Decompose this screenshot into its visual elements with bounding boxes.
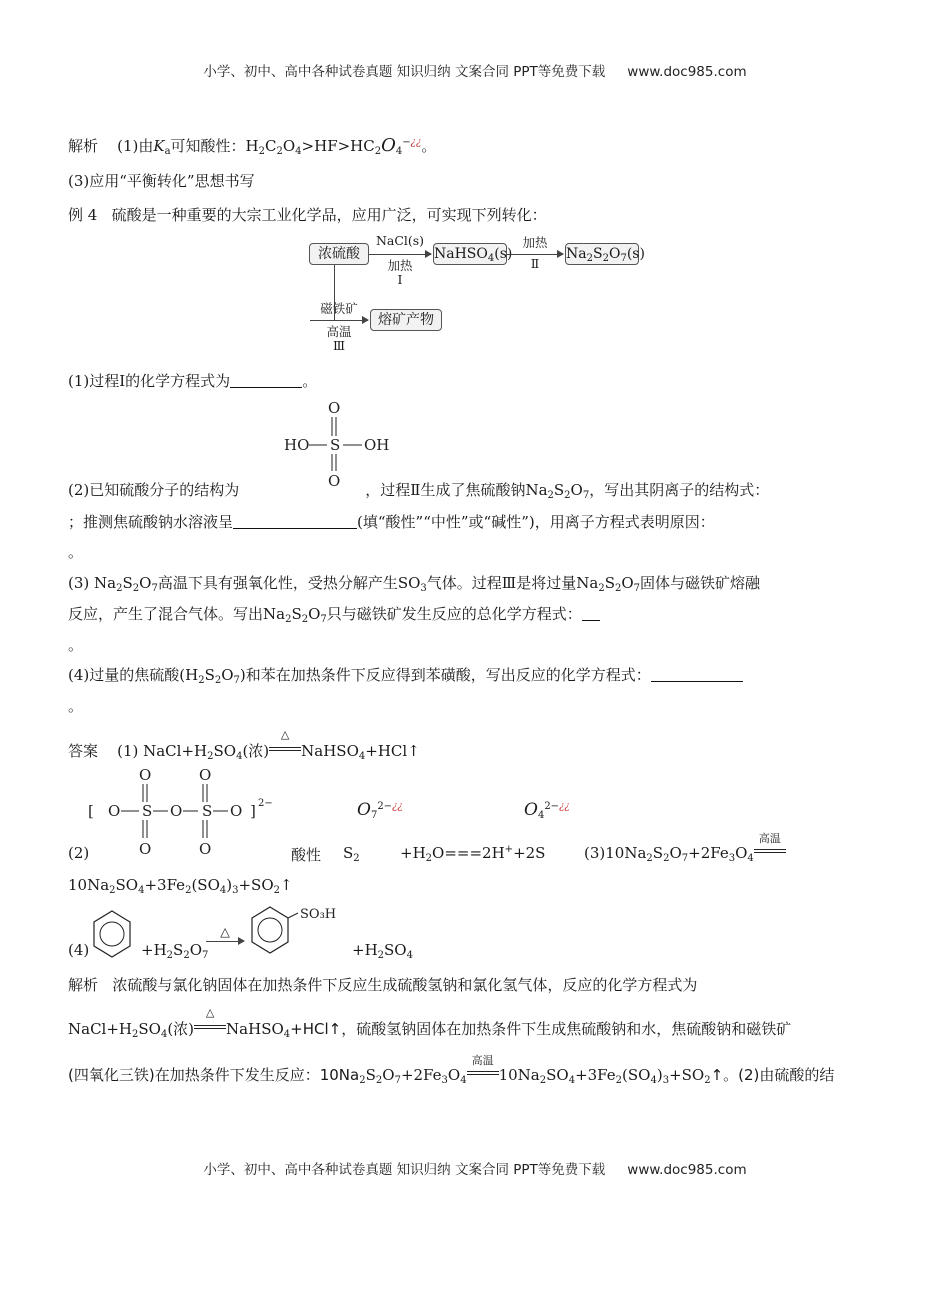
- svg-text:O: O: [199, 840, 212, 858]
- svg-text:S: S: [142, 802, 153, 820]
- arrow-process-3: [310, 320, 368, 321]
- arrow2-top-label: 加热: [522, 235, 548, 250]
- answer-4-product: $+H_2SO_4$: [352, 941, 413, 961]
- answer-2-s2: $S_2$: [343, 844, 360, 864]
- arrow1-bottom-label: 加热: [387, 258, 413, 273]
- answer-2-label: (2): [68, 844, 90, 862]
- question-4-end: 。: [68, 697, 84, 715]
- svg-text:S: S: [202, 802, 213, 820]
- arrow1-top-label: NaCl(s): [375, 233, 425, 248]
- analysis-line2: $NaCl+H_2SO_4$(浓) △ NaHSO$_4$+HCl↑，硫酸氢钠固体在加热条件下生成焦硫酸钠和水，焦硫酸钠和磁铁矿: [68, 1006, 792, 1040]
- svg-text:O: O: [328, 399, 341, 417]
- svg-text:O: O: [230, 802, 243, 820]
- answer-3-line2: $10Na_2SO_4+3Fe_2(SO_4)_3+SO_2↑$: [68, 876, 293, 896]
- question-4: (4)过量的焦硫酸$(H_2S_2O_7)$和苯在加热条件下反应得到苯磺酸，写出反应的化学方程式：: [68, 664, 743, 685]
- answer-blank-2[interactable]: [233, 514, 357, 529]
- box-nahso4: NaHSO$_4$(s): [433, 243, 507, 265]
- example-intro: 例 4 硫酸是一种重要的大宗工业化学品，应用广泛，可实现下列转化：: [68, 206, 547, 224]
- o7-garbled: $O_7^{2-¿¿}$: [357, 800, 403, 821]
- box-conc-sulfuric: 浓硫酸: [309, 243, 369, 265]
- analysis-line1: 解析 浓硫酸与氯化钠固体在加热条件下反应生成硫酸氢钠和氯化氢气体，反应的化学方程式为: [68, 976, 698, 994]
- question-3-end: 。: [68, 636, 84, 654]
- answer-4-reactant: $+H_2S_2O_7$: [141, 941, 209, 961]
- charge-label: 2−: [258, 798, 273, 809]
- benzenesulfonic-acid-structure: [248, 904, 348, 959]
- svg-text:HO: HO: [284, 436, 310, 454]
- answer-4-label: (4): [68, 941, 90, 959]
- footer-text: 小学、初中、高中各种试卷真题 知识归纳 文案合同 PPT等免费下载: [203, 1162, 606, 1178]
- answer-1: 答案 (1) $NaCl+H_2SO_4$(浓) △ NaHSO$_4$+HCl↑: [68, 728, 420, 762]
- arrow-process-2: [507, 254, 563, 255]
- svg-text:[: [: [88, 802, 94, 820]
- svg-text:O: O: [170, 802, 183, 820]
- o4-garbled: $O_4^{2-¿¿}$: [524, 800, 570, 821]
- answer-blank-1[interactable]: [230, 373, 302, 388]
- svg-text:O: O: [108, 802, 121, 820]
- answer-2-acid: 酸性: [291, 846, 322, 864]
- header-text: 小学、初中、高中各种试卷真题 知识归纳 文案合同 PPT等免费下载: [203, 64, 606, 80]
- svg-text:]: ]: [250, 802, 256, 820]
- question-2-line2: ；推测焦硫酸钠水溶液呈 (填“酸性”“中性”或“碱性”)，用离子方程式表明原因：: [68, 513, 715, 531]
- benzene-ring-icon: [90, 908, 135, 963]
- header-url[interactable]: www.doc985.com: [627, 64, 747, 80]
- answer-2-ionic: $+H_2O===2H^++2S$: [400, 844, 546, 864]
- answer-4-heat: △: [220, 924, 230, 939]
- answer-blank-3[interactable]: [582, 606, 600, 621]
- question-1: (1)过程Ⅰ的化学方程式为 。: [68, 372, 318, 390]
- svg-text:O: O: [328, 472, 341, 490]
- answer-4-arrow: [206, 941, 244, 942]
- svg-text:S: S: [330, 436, 341, 454]
- question-3-line1: (3) $Na_2S_2O_7$高温下具有强氧化性，受热分解产生$SO_3$气体。过程Ⅲ是将过量$Na_2S_2O_7$固体与磁铁矿熔融: [68, 574, 761, 594]
- box-na2s2o7: $Na_2S_2O_7(s)$: [565, 243, 639, 265]
- arrow2-roman: Ⅱ: [530, 256, 540, 271]
- question-2-end: 。: [68, 543, 84, 561]
- answer-blank-4[interactable]: [651, 667, 743, 682]
- answer-3-line1: $(3)10Na_2S_2O_7+2Fe_3O_4$ 高温: [584, 844, 786, 862]
- question-2-line1: (2)已知硫酸分子的结构为 ，过程Ⅱ生成了焦硫酸钠$Na_2S_2O_7$，写出其阴离子的结构式：: [68, 481, 770, 501]
- arrow3-roman: Ⅲ: [332, 338, 346, 353]
- arrow-process-1: [369, 254, 431, 255]
- arrow1-roman: Ⅰ: [397, 272, 403, 287]
- svg-text:O: O: [139, 840, 152, 858]
- analysis-line3: (四氧化三铁)在加热条件下发生反应：$10Na_2S_2O_7+2Fe_3O_4$ 高温 $10Na_2SO_4+3Fe_2(SO_4)_3+SO_2↑$。(2)由硫酸的结: [68, 1054, 835, 1086]
- svg-text:O: O: [199, 766, 212, 784]
- svg-text:OH: OH: [364, 436, 390, 454]
- svg-text:O: O: [139, 766, 152, 784]
- footer-url[interactable]: www.doc985.com: [627, 1162, 747, 1178]
- page-footer: [0, 1158, 950, 1178]
- analysis-prev-line1: 解析 (1)由$K_a$可知酸性：$H_2C_2O_4>HF>HC_2O_4^{-¿¿}$。: [68, 135, 437, 157]
- analysis-prev-line2: (3)应用“平衡转化”思想书写: [68, 172, 255, 190]
- so3h-label: SO₃H: [300, 907, 337, 922]
- arrow3-bottom-label: 高温: [326, 324, 352, 339]
- page-header: [0, 60, 950, 80]
- question-3-line2: 反应，产生了混合气体。写出$Na_2S_2O_7$只与磁铁矿发生反应的总化学方程式：: [68, 603, 600, 624]
- arrow3-top-label: 磁铁矿: [320, 301, 358, 316]
- pyrosulfate-ion-structure: [84, 762, 284, 862]
- box-melt-product: 熔矿产物: [370, 309, 442, 331]
